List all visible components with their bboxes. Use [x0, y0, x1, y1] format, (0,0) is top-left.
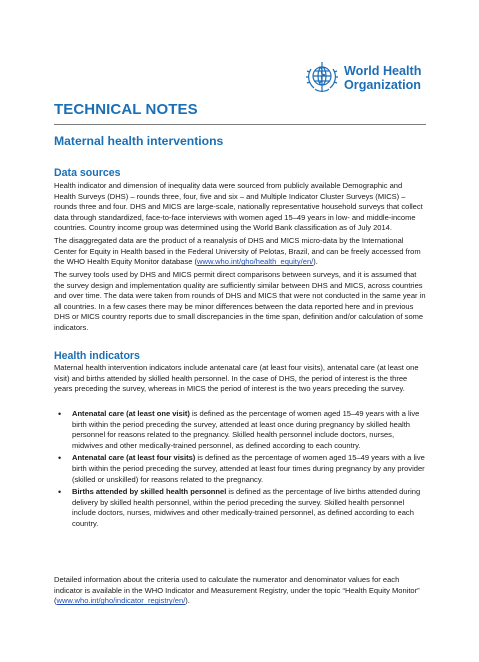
list-item [54, 453, 426, 485]
list-item [54, 487, 426, 529]
paragraph-text: Detailed information about the criteria used to calculate the numerator and denominator values for each indicator is available in the WHO Indicator and Measurement Registry, under the topic “Health Equity Monitor” ( [54, 575, 420, 606]
section-heading-health-indicators: Health indicators [54, 350, 140, 362]
indicator-definition: is defined as the percentage of live births attended during delivery by skilled health personnel, within the period preceding the survey. Skilled health personnel include doctors, nurses, midwives and other medically-trained personnel, as defined according to each country. [72, 487, 421, 528]
indicator-term: Antenatal care (at least four visits) [72, 453, 196, 463]
data-sources-paragraph-1: Health indicator and dimension of inequality data were sourced from publicly available Demographic and Health Surveys (DHS) – rounds three, four, five and six – and Multiple Indicator Cluster Surveys (MICS) – rounds three and four. DHS and MICS are large-scale, nationally representative household surveys that collect data through standardized, face-to-face interviews with women aged 15–49 years in low- and middle-income countries. Country income group was determined using the World Bank classification as of July 2014. [54, 181, 423, 233]
title-divider [54, 124, 426, 125]
who-logo [304, 56, 454, 100]
health-indicators-intro: Maternal health intervention indicators include antenatal care (at least four visits), antenatal care (at least one visit) and births attended by skilled health personnel. In the case of DHS, the period of interest is the three years preceding the survey, whereas in MICS the period of interest is the two years preceding the survey. [54, 363, 419, 394]
indicator-term: Antenatal care (at least one visit) [72, 409, 190, 418]
indicator-registry-link[interactable]: www.who.int/gho/indicator_registry/en/ [56, 596, 186, 606]
data-sources-paragraph-2 [54, 236, 426, 268]
indicator-definition: is defined as the percentage of women aged 15–49 years with a live birth within the period preceding the survey, attended at least four times during pregnancy by any provider (skilled or unskilled) for reasons related to the pregnancy. [72, 453, 425, 484]
logo-line-2: Organization [344, 78, 421, 92]
paragraph-text-end: ). [313, 257, 318, 267]
paragraph-text-end: ). [185, 596, 190, 606]
section-heading-data-sources: Data sources [54, 167, 121, 179]
page-title: TECHNICAL NOTES [54, 101, 198, 118]
indicator-definition: is defined as the percentage of women aged 15–49 years with a live birth within the period preceding the survey, attended at least once during pregnancy by skilled health personnel for reasons related to the pregnancy. Skilled health personnel include doctors, nurses, midwives and other medically-trained personnel, as defined according to each country. [72, 409, 420, 450]
who-emblem-icon [304, 59, 340, 97]
list-item [54, 409, 426, 451]
indicator-list [54, 409, 426, 532]
logo-line-1: World Health [344, 64, 422, 78]
data-sources-paragraph-3: The survey tools used by DHS and MICS permit direct comparisons between surveys, and it is assumed that the survey design and implementation quality are sufficiently similar between DHS and MICS, across countries and over time. The data were taken from rounds of DHS and MICS that were not conducted in the same year in all countries. In a few cases there may be minor differences between the data reported here and in previous DHS or MICS country reports due to small discrepancies in the time span, definition and/or calculation of some indicators. [54, 270, 426, 332]
page-subtitle: Maternal health interventions [54, 134, 224, 148]
health-indicators-outro [54, 575, 426, 607]
who-wordmark [344, 64, 421, 92]
health-equity-link[interactable]: www.who.int/gho/health_equity/en/ [197, 257, 314, 267]
paragraph-text: The disaggregated data are the product of a reanalysis of DHS and MICS micro-data by the International Center for Equity in Health based in the Federal University of Pelotas, Brazil, and can be freely accessed from the WHO Health Equity Monitor database ( [54, 236, 421, 267]
indicator-term: Births attended by skilled health personnel [72, 487, 227, 497]
